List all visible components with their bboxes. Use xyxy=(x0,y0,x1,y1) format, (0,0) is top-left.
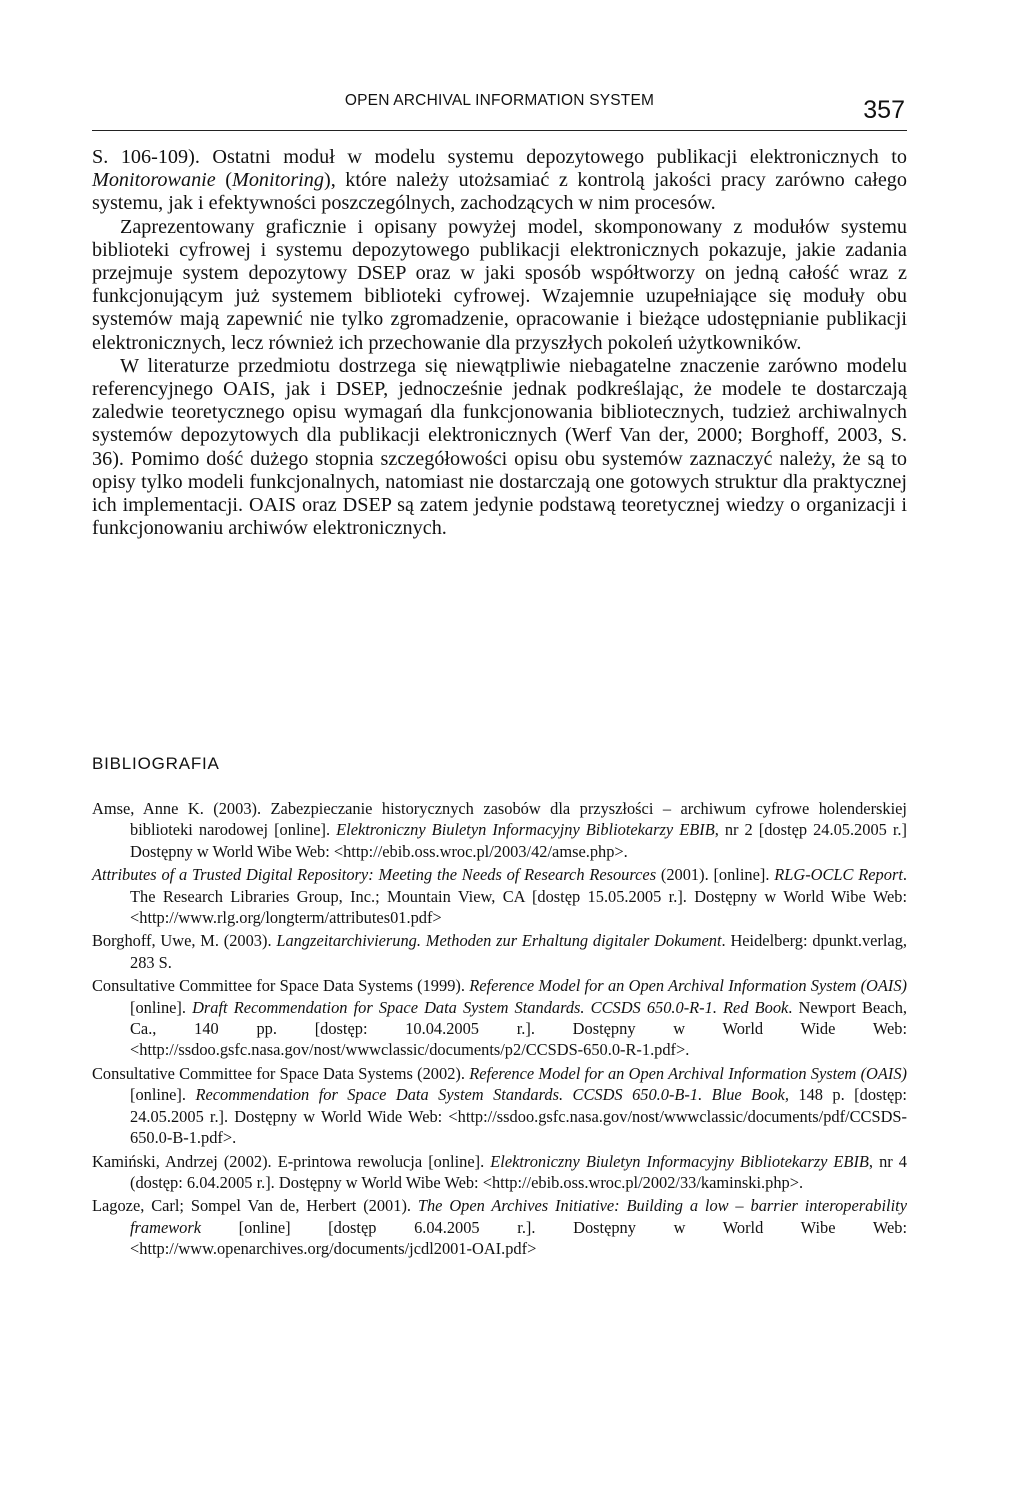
paragraph-2: Zaprezentowany graficznie i opisany powyżej model, skomponowany z modułów systemu biblioteki cyfrowej i systemu depozytowego publikacji elektronicznych pokazuje, jakie zadania przejmuje system depozytowy DSEP oraz w jaki sposób współtworzy on jedną całość wraz z funkcjonującym już systemem biblioteki cyfrowej. Wzajemnie uzupełniające się moduły obu systemów mają zapewnić nie tylko zgromadzenie, opracowanie i bieżące udostępnianie publikacji elektronicznych, lecz również ich przechowanie dla przyszłych pokoleń użytkowników. xyxy=(92,215,907,354)
page-number: 357 xyxy=(863,96,905,124)
bibliography-entry-borghoff xyxy=(92,930,907,973)
bib-borghoff-title: Langzeitarchivierung. Methoden zur Erhaltung digitaler Dokument xyxy=(276,931,722,951)
bibliography-entry-amse xyxy=(92,798,907,862)
bib-ccsds1999-title: Reference Model for an Open Archival Information System (OAIS) xyxy=(469,976,907,996)
bibliography-entry-kaminski xyxy=(92,1151,907,1194)
bib-amse-text-b: , nr 2 [dostęp 24.05.2005 r.] Dostępny w World Wibe Web: <http://ebib.oss.wroc.pl/2003/42/amse.php>. xyxy=(130,820,907,861)
paragraph-1-part-a: S. 106-109). Ostatni moduł w modelu systemu depozytowego publikacji elektronicznych to xyxy=(92,146,907,168)
paragraph-1-part-e: ), które należy utożsamiać z kontrolą jakości pracy zarówno całego systemu, jak i efektywności poszczególnych, zachodzących w nim procesów. xyxy=(92,169,907,215)
running-title: OPEN ARCHIVAL INFORMATION SYSTEM xyxy=(344,92,655,109)
bib-ccsds1999-text-c: . Newport Beach, Ca., 140 pp. [dostęp: 10.04.2005 r.]. Dostępny w World Wide Web: <http://ssdoo.gsfc.nasa.gov/nost/wwwclassic/documents/p2/CCSDS-650.0-R-1.pdf>. xyxy=(130,997,907,1060)
bib-kaminski-text-b: , nr 4 (dostęp: 6.04.2005 r.]. Dostępny w World Wibe Web: <http://ebib.oss.wroc.pl/2002/33/kaminski.php>. xyxy=(130,1151,907,1192)
bibliography-heading: BIBLIOGRAFIA xyxy=(92,754,220,773)
bibliography-entry-ccsds-1999 xyxy=(92,975,907,1061)
bib-attributes-text-a: (2001). [online]. xyxy=(656,865,775,885)
bib-attributes-report: RLG-OCLC Report xyxy=(774,865,903,885)
bib-ccsds2002-text-c: 148 p. [dostęp: 24.05.2005 r.]. Dostępny w World Wide Web: <http://ssdoo.gsfc.nasa.gov/nost/wwwclassic/documents/pdf/CCSDS-650.0-B-1.pdf>. xyxy=(130,1085,907,1148)
bibliography-entry-lagoze xyxy=(92,1195,907,1259)
paragraph-1 xyxy=(92,146,907,216)
bib-lagoze-title: The Open Archives Initiative: Building a low – barrier interoperability framework xyxy=(130,1196,907,1237)
bib-lagoze-text-a: Lagoze, Carl; Sompel Van de, Herbert (2001). xyxy=(92,1196,418,1216)
bib-lagoze-text-b: [online] [dostęp 6.04.2005 r.]. Dostępny w World Wibe Web: <http://www.openarchives.org/documents/jcdl2001-OAI.pdf> xyxy=(130,1217,907,1259)
bib-amse-title: Elektroniczny Biuletyn Informacyjny Bibliotekarzy EBIB xyxy=(336,820,715,840)
bib-kaminski-title: Elektroniczny Biuletyn Informacyjny Bibliotekarzy EBIB xyxy=(490,1151,869,1171)
bib-attributes-text-b: . The Research Libraries Group, Inc.; Mountain View, CA [dostęp 15.05.2005 r.]. Dostępny w World Wibe Web: <http://www.rlg.org/longterm/attributes01.pdf> xyxy=(130,865,907,928)
paragraph-1-part-c: ( xyxy=(215,169,233,192)
bib-attributes-title: Attributes of a Trusted Digital Repository: Meeting the Needs of Research Resources xyxy=(92,865,657,885)
body-text xyxy=(92,146,907,540)
running-header xyxy=(92,90,907,131)
bib-amse-text-a: Amse, Anne K. (2003). Zabezpieczanie historycznych zasobów dla przyszłości – archiwum cyfrowe holenderskiej biblioteki narodowej [online]. xyxy=(92,799,907,840)
paragraph-3: W literaturze przedmiotu dostrzega się niewątpliwie niebagatelne znaczenie zarówno modelu referencyjnego OAIS, jak i DSEP, jednocześnie jednak podkreślając, że modele te dostarczają zaledwie teoretycznego opisu wymagań dla funkcjonowania bibliotecznych, tudzież archiwalnych systemów depozytowych dla publikacji elektronicznych (Werf Van der, 2000; Borghoff, 2003, S. 36). Pomimo dość dużego stopnia szczegółowości opisu obu systemów zaznaczyć należy, że są to opisy tylko modeli funkcjonalnych, natomiast nie dostarczają one gotowych struktur dla praktycznej ich implementacji. OAIS oraz DSEP są zatem jedynie podstawą teoretycznej wiedzy o organizacji i funkcjonowaniu archiwów elektronicznych. xyxy=(92,354,907,540)
bibliography-entry-ccsds-2002 xyxy=(92,1063,907,1149)
bibliography-entry-attributes xyxy=(92,864,907,928)
bibliography-list xyxy=(92,798,907,1262)
bib-ccsds1999-series: Draft Recommendation for Space Data System Standards. CCSDS 650.0-R-1. Red Book xyxy=(192,997,789,1017)
bib-borghoff-text-a: Borghoff, Uwe, M. (2003). xyxy=(92,931,277,951)
paragraph-1-term-monitorowanie: Monitorowanie xyxy=(92,169,216,192)
bib-ccsds1999-text-b: [online]. xyxy=(130,997,193,1017)
bib-ccsds2002-title: Reference Model for an Open Archival Information System (OAIS) xyxy=(469,1063,907,1083)
bib-ccsds2002-series: Recommendation for Space Data System Standards. CCSDS 650.0-B-1. Blue Book, xyxy=(195,1085,789,1105)
bib-kaminski-text-a: Kamiński, Andrzej (2002). E-printowa rewolucja [online]. xyxy=(92,1151,491,1171)
bib-borghoff-text-b: . Heidelberg: dpunkt.verlag, 283 S. xyxy=(130,931,907,972)
bib-ccsds2002-text-a: Consultative Committee for Space Data Systems (2002). xyxy=(92,1063,470,1083)
bib-ccsds2002-text-b: [online]. xyxy=(130,1085,196,1105)
bib-ccsds1999-text-a: Consultative Committee for Space Data Systems (1999). xyxy=(92,976,470,996)
paragraph-1-term-monitoring: Monitoring xyxy=(232,169,324,192)
